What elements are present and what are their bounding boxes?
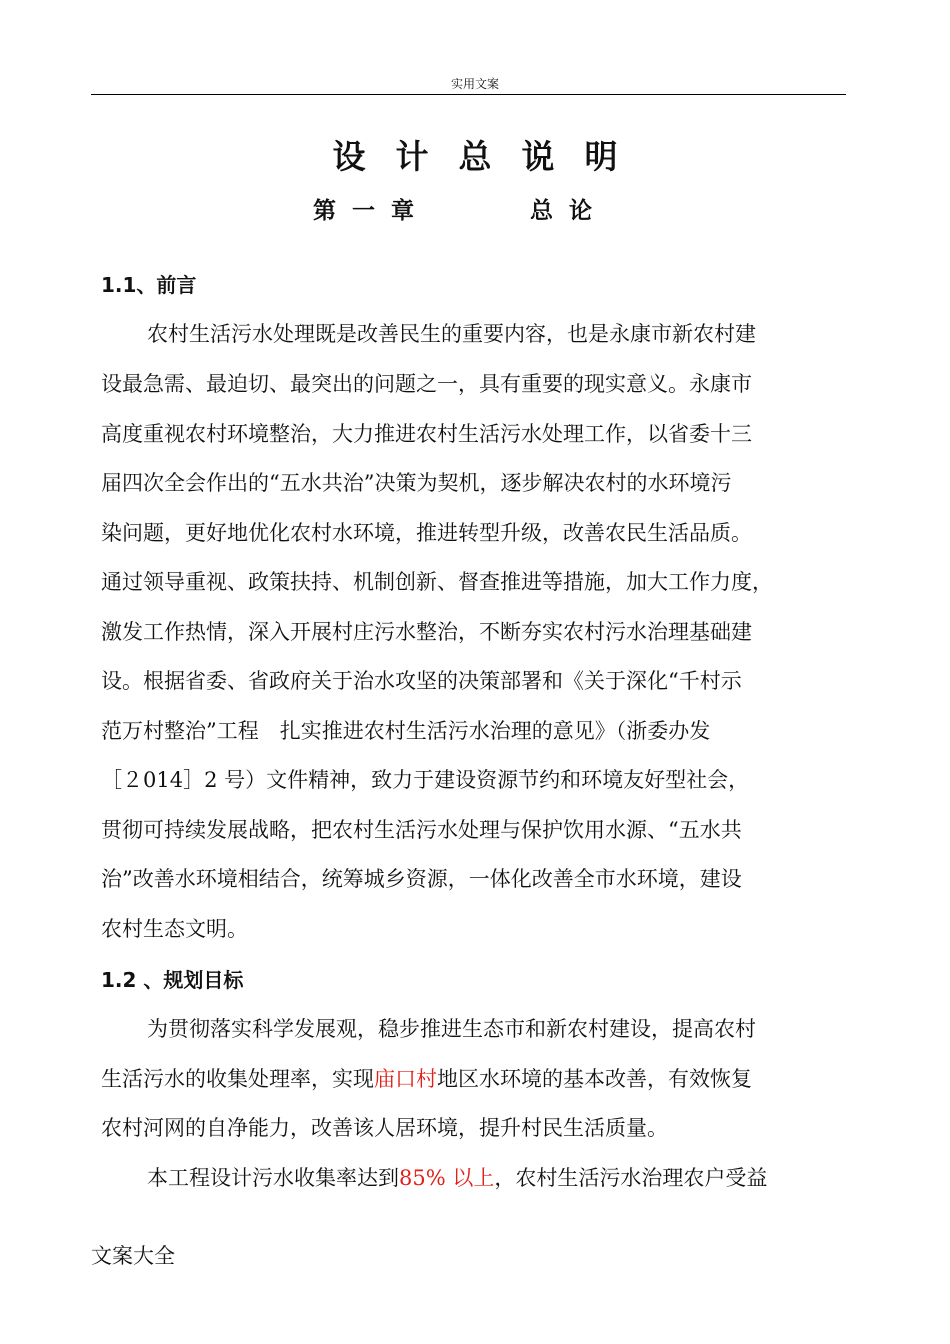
preface-line: 农村生活污水处理既是改善民生的重要内容，也是永康市新农村建 (147, 322, 756, 346)
preface-line: 治”改善水环境相结合，统筹城乡资源，一体化改善全市水环境，建设 (101, 867, 742, 891)
goals-text: 地区水环境的基本改善，有效恢复 (437, 1067, 752, 1091)
preface-line: 通过领导重视、政策扶持、机制创新、督查推进等措施，加大工作力度， (101, 570, 773, 594)
preface-line: 高度重视农村环境整治，大力推进农村生活污水处理工作，以省委十三 (101, 422, 752, 446)
preface-line: 贯彻可持续发展战略，把农村生活污水处理与保护饮用水源、“五水共 (101, 818, 742, 842)
page-footer: 文案大全 (91, 1244, 175, 1268)
document-title: 设计总说明 (332, 137, 648, 176)
goals-text: 本工程设计污水收集率达到 (147, 1166, 399, 1190)
preface-line: 设最急需、最迫切、最突出的问题之一，具有重要的现实意义。永康市 (101, 372, 752, 396)
goals-text: ，农村生活污水治理农户受益 (494, 1166, 768, 1190)
collection-rate-highlight: 85% 以上 (399, 1166, 495, 1190)
section-heading-preface: 1.1、前言 (101, 273, 197, 297)
village-name-highlight: 庙口村 (374, 1067, 437, 1091)
goals-line: 为贯彻落实科学发展观，稳步推进生态市和新农村建设，提高农村 (147, 1017, 756, 1041)
goals-line (147, 1164, 847, 1192)
preface-line: 届四次全会作出的“五水共治”决策为契机，逐步解决农村的水环境污 (101, 471, 732, 495)
chapter-name: 总论 (530, 198, 608, 224)
preface-line: 染问题，更好地优化农村水环境，推进转型升级，改善农民生活品质。 (101, 521, 752, 545)
goals-line (101, 1065, 846, 1093)
goals-line: 农村河网的自净能力，改善该人居环境，提升村民生活质量。 (101, 1116, 668, 1140)
header-rule (91, 94, 846, 95)
preface-line: 范万村整治”工程 扎实推进农村生活污水治理的意见》（浙委办发 (101, 719, 711, 743)
preface-line: 激发工作热情，深入开展村庄污水整治，不断夯实农村污水治理基础建 (101, 620, 752, 644)
section-heading-goals: 1.2 、规划目标 (101, 968, 244, 992)
preface-line: 农村生态文明。 (101, 917, 248, 941)
goals-text: 生活污水的收集处理率，实现 (101, 1067, 374, 1091)
preface-line: 设。根据省委、省政府关于治水攻坚的决策部署和《关于深化“千村示 (101, 669, 742, 693)
preface-line: ［２014］2 号）文件精神，致力于建设资源节约和环境友好型社会， (101, 768, 750, 792)
page-header: 实用文案 (450, 77, 499, 91)
chapter-number: 第一章 (313, 198, 430, 224)
